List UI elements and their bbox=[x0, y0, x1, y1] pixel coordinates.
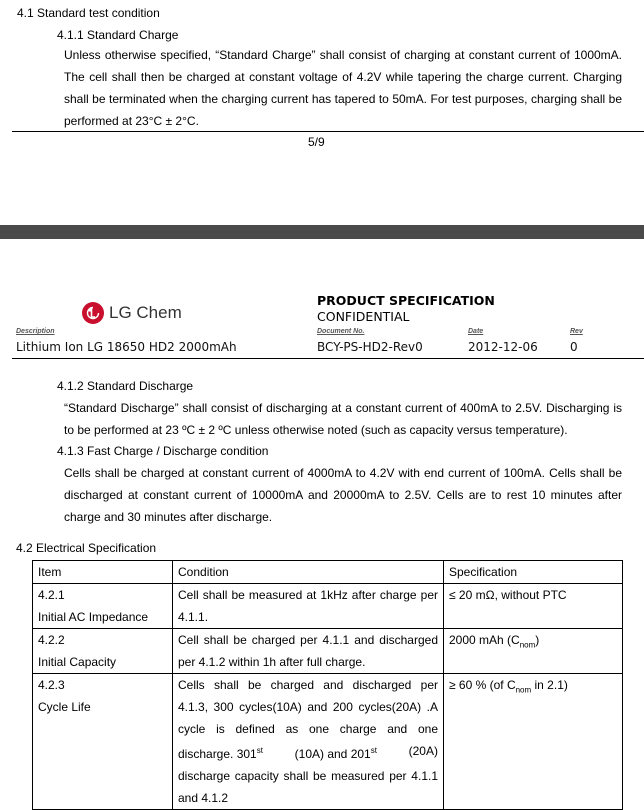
item-cell: 4.2.1 Initial AC Impedance bbox=[33, 584, 173, 629]
paragraph-line: discharged at constant current of 10000mA and 20000mA to 2.5V. Cells are to rest 10 minutes after bbox=[64, 488, 622, 502]
condition-cell: Cell shall be charged per 4.1.1 and discharged per 4.1.2 within 1h after full charge. bbox=[173, 629, 444, 674]
lg-logo-icon bbox=[82, 302, 104, 324]
specification-cell: ≤ 20 mΩ, without PTC bbox=[444, 584, 623, 629]
section-heading-4-1-3: 4.1.3 Fast Charge / Discharge condition bbox=[57, 444, 269, 458]
paragraph-line: “Standard Discharge” shall consist of discharging at a constant current of 400mA to 2.5V. Discharging is bbox=[64, 401, 622, 415]
document-title: PRODUCT SPECIFICATION bbox=[317, 293, 495, 308]
paragraph-line: The cell shall then be charged at constant voltage of 4.2V while tapering the charge current. Charging bbox=[64, 70, 622, 84]
header-rule bbox=[12, 358, 644, 359]
column-header: Condition bbox=[173, 561, 444, 584]
section-heading-4-1-2: 4.1.2 Standard Discharge bbox=[57, 379, 194, 393]
date-value: 2012-12-06 bbox=[468, 340, 538, 354]
table-row bbox=[33, 629, 623, 674]
page-break-band bbox=[0, 225, 644, 239]
condition-cell: Cell shall be measured at 1kHz after charge per 4.1.1. bbox=[173, 584, 444, 629]
paragraph-line: Cells shall be charged at constant current of 4000mA to 4.2V with end current of 100mA. Cells shall be bbox=[64, 466, 622, 480]
condition-cell: Cells shall be charged and discharged per 4.1.3, 300 cycles(10A) and 200 cycles(20A) .A cycle is defined as one charge and one discharge. 301st (10A) and 201st (20A) discharge capacity shall be measured per 4.1.1 and 4.1.2 bbox=[173, 674, 444, 810]
company-logo bbox=[82, 302, 182, 324]
document-number-value: BCY-PS-HD2-Rev0 bbox=[317, 340, 423, 354]
item-cell: 4.2.2 Initial Capacity bbox=[33, 629, 173, 674]
document-number-label: Document No. bbox=[317, 328, 365, 335]
confidential-label: CONFIDENTIAL bbox=[317, 309, 410, 324]
revision-label: Rev bbox=[570, 328, 583, 335]
table-row bbox=[33, 584, 623, 629]
paragraph-line: to be performed at 23 ºC ± 2 ºC unless otherwise noted (such as capacity versus temperature). bbox=[64, 423, 568, 437]
section-heading-4-1-1: 4.1.1 Standard Charge bbox=[57, 28, 179, 42]
table-row bbox=[33, 674, 623, 810]
page-number: 5/9 bbox=[308, 135, 325, 149]
footer-rule bbox=[12, 131, 644, 132]
description-value: Lithium Ion LG 18650 HD2 2000mAh bbox=[16, 340, 237, 354]
column-header: Specification bbox=[444, 561, 623, 584]
paragraph-line: performed at 23°C ± 2°C. bbox=[64, 114, 199, 128]
paragraph-line: Unless otherwise specified, “Standard Charge” shall consist of charging at constant current of 1000mA. bbox=[64, 48, 622, 62]
revision-value: 0 bbox=[570, 340, 578, 354]
paragraph-line: shall be terminated when the charging current has tapered to 50mA. For test purposes, charging shall be bbox=[64, 92, 622, 106]
specification-cell: ≥ 60 % (of $C_{nom}$ in 2.1) bbox=[444, 674, 623, 810]
electrical-spec-table bbox=[32, 560, 623, 810]
paragraph-line: charge and 30 minutes after discharge. bbox=[64, 510, 273, 524]
table-header-row bbox=[33, 561, 623, 584]
section-heading-4-1: 4.1 Standard test condition bbox=[17, 6, 160, 20]
item-cell: 4.2.3 Cycle Life bbox=[33, 674, 173, 810]
description-label: Description bbox=[16, 328, 55, 335]
section-heading-4-2: 4.2 Electrical Specification bbox=[16, 541, 157, 555]
logo-text: LG Chem bbox=[109, 303, 182, 322]
date-label: Date bbox=[468, 328, 484, 335]
column-header: Item bbox=[33, 561, 173, 584]
specification-cell: 2000 mAh $(C_{nom})$ bbox=[444, 629, 623, 674]
